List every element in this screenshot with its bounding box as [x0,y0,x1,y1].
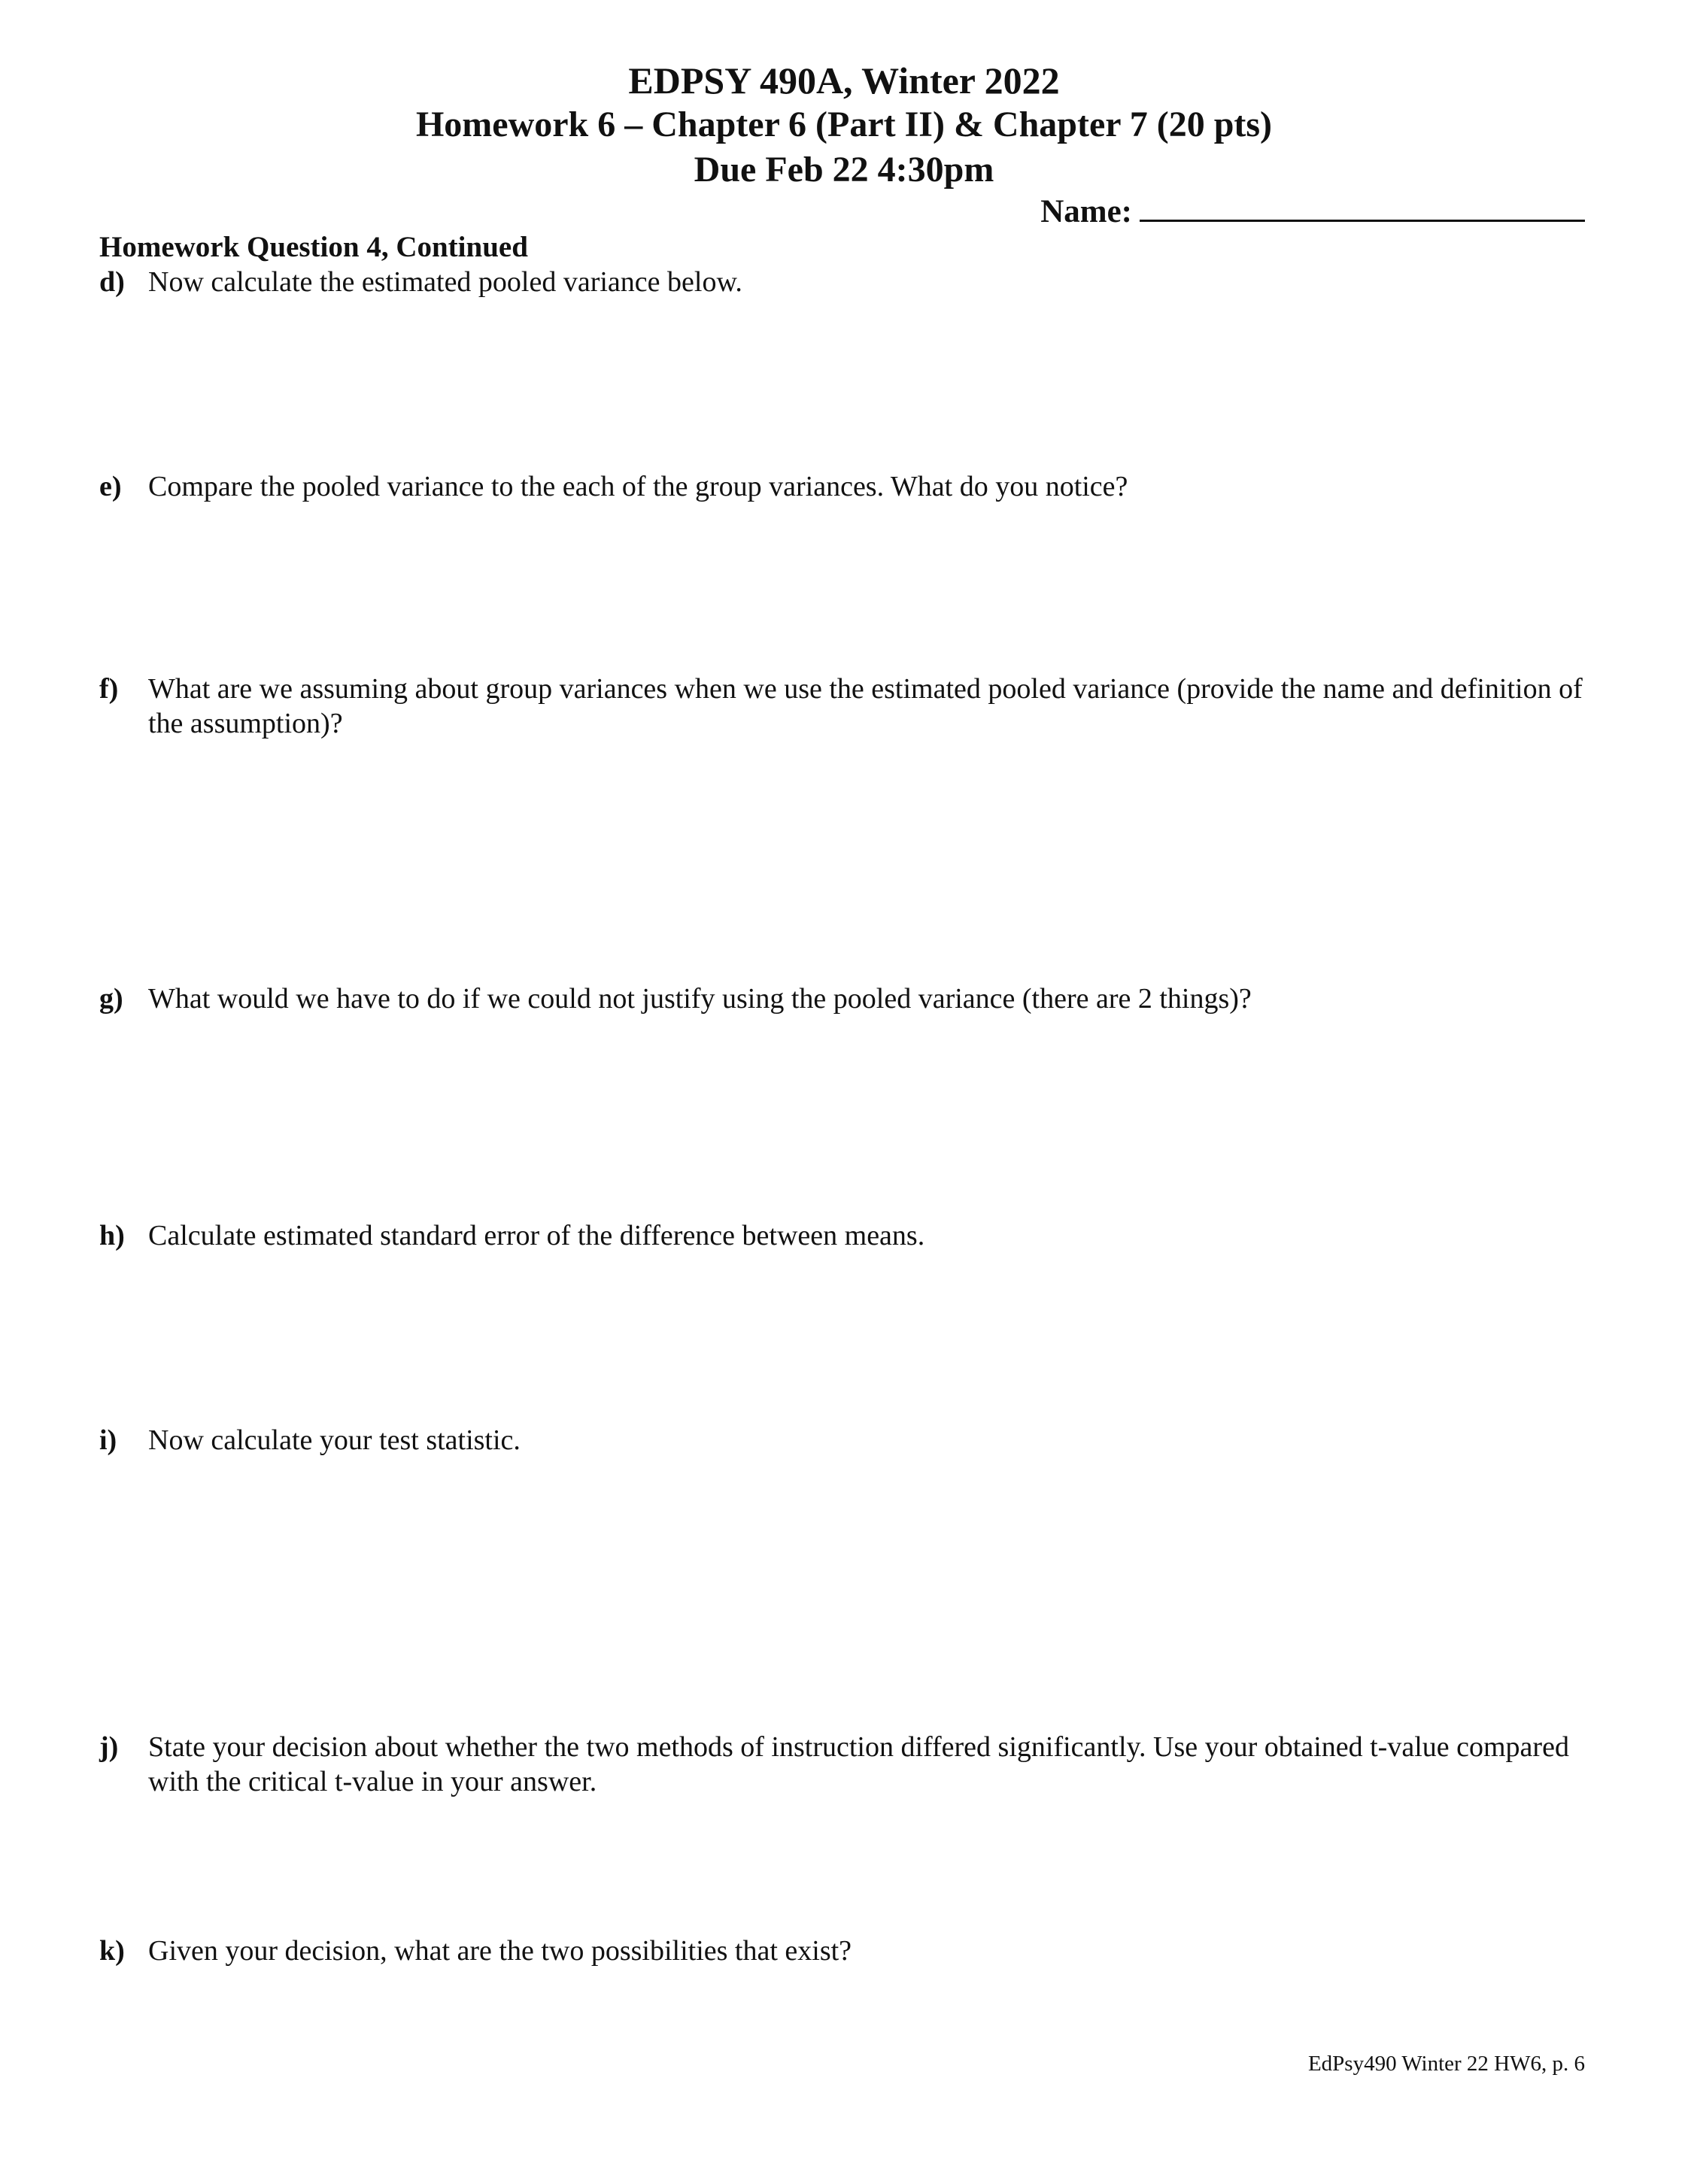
question-label: k) [99,1935,125,1967]
question-text: What would we have to do if we could not justify using the pooled variance (there are 2 things)? [148,983,1252,1015]
question-text: Calculate estimated standard error of the difference between means. [148,1220,925,1251]
question-label: j) [99,1731,119,1763]
question-i [99,1423,1589,1458]
question-label: g) [99,983,123,1015]
question-text: Now calculate the estimated pooled variance below. [148,266,742,298]
name-field [1040,191,1585,230]
question-e [99,469,1589,504]
course-title: EDPSY 490A, Winter 2022 [628,59,1060,102]
page-footer: EdPsy490 Winter 22 HW6, p. 6 [1307,2052,1585,2076]
question-text: Compare the pooled variance to the each of the group variances. What do you notice? [148,471,1128,502]
question-label: h) [99,1220,125,1251]
assignment-title: Homework 6 – Chapter 6 (Part II) & Chapter 7 (20 pts) [415,105,1273,144]
question-label: e) [99,471,122,502]
section-heading: Homework Question 4, Continued [99,231,528,263]
name-label: Name: [1040,194,1132,229]
question-g [99,981,1589,1016]
question-j [99,1730,1589,1799]
question-f [99,672,1589,741]
question-d [99,265,1589,299]
question-label: d) [99,266,125,298]
question-text: Given your decision, what are the two possibilities that exist? [148,1935,852,1967]
question-h [99,1218,1589,1253]
question-label: i) [99,1424,117,1456]
due-date: Due Feb 22 4:30pm [694,150,994,190]
question-text: What are we assuming about group variances when we use the estimated pooled variance (provide the name and definition of the assumption)? [148,673,1583,739]
question-text: State your decision about whether the two methods of instruction differed significantly. Use your obtained t-value compared with the critical t-value in your answer. [148,1731,1569,1797]
name-blank-line[interactable] [1140,191,1585,222]
question-text: Now calculate your test statistic. [148,1424,521,1456]
question-k [99,1934,1589,1968]
question-label: f) [99,673,119,705]
